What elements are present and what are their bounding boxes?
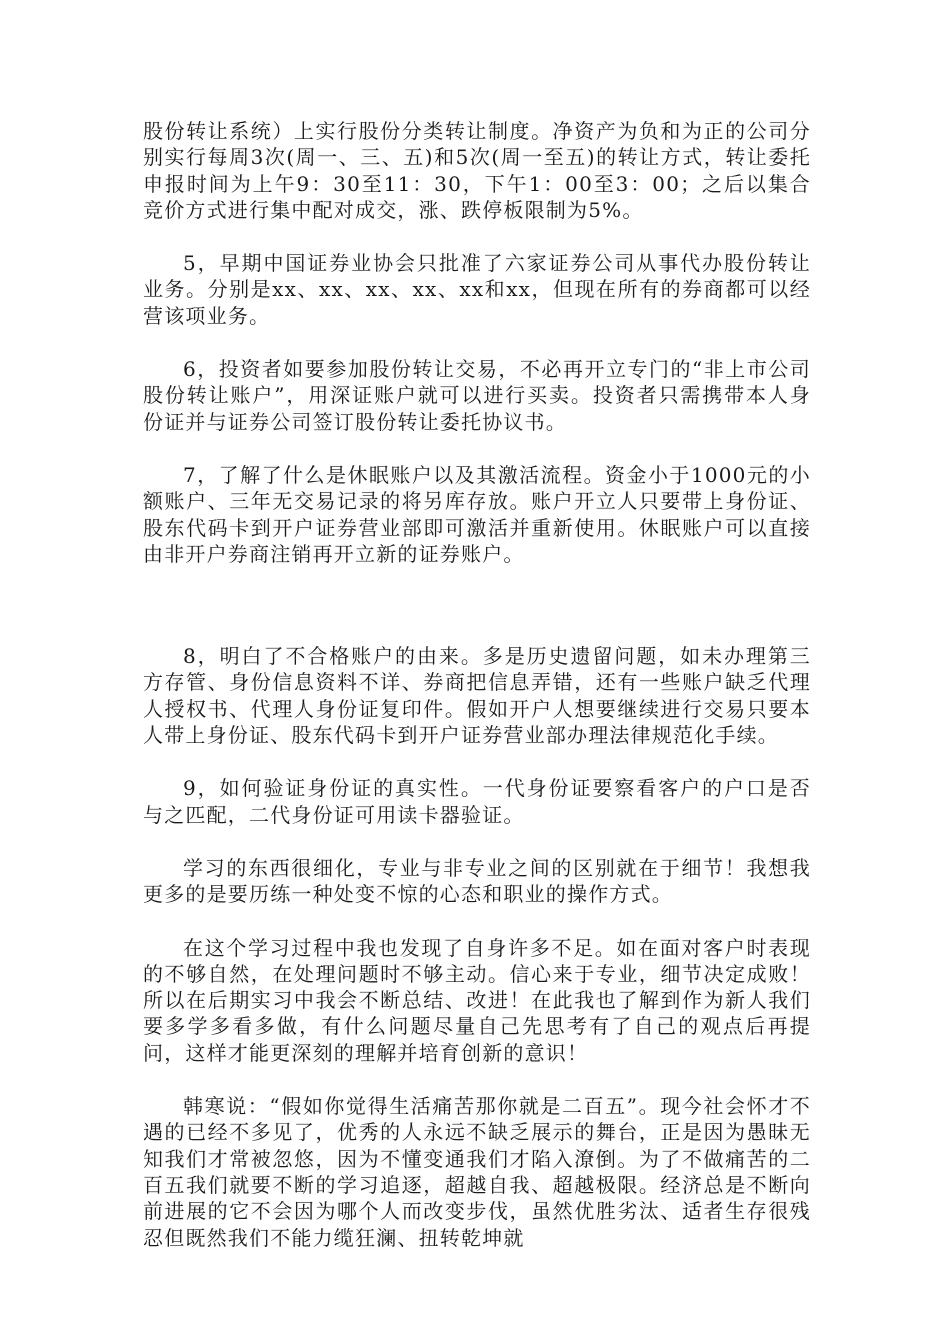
document-page bbox=[143, 118, 811, 1278]
paragraph-share-transfer-system: 股份转让系统）上实行股份分类转让制度。净资产为负和为正的公司分别实行每周3次(周一、三、五)和5次(周一至五)的转让方式，转让委托申报时间为上午9：30至11：30，下午1：00至3：00；之后以集合竞价方式进行集中配对成交，涨、跌停板限制为5%。 bbox=[143, 119, 811, 222]
paragraph-item-5: 5，早期中国证券业协会只批准了六家证券公司从事代办股份转让业务。分别是xx、xx、xx、xx、xx和xx，但现在所有的券商都可以经营该项业务。 bbox=[143, 251, 811, 328]
paragraph-item-7: 7，了解了什么是休眠账户以及其激活流程。资金小于1000元的小额账户、三年无交易记录的将另库存放。账户开立人只要带上身份证、股东代码卡到开户证券营业部即可激活并重新使用。休眠账户可以直接由非开户券商注销再开立新的证券账户。 bbox=[143, 462, 811, 566]
paragraph-item-6: 6，投资者如要参加股份转让交易，不必再开立专门的“非上市公司股份转让账户”，用深证账户就可以进行买卖。投资者只需携带本人身份证并与证券公司签订股份转让委托协议书。 bbox=[143, 357, 811, 434]
paragraph-item-9: 9，如何验证身份证的真实性。一代身份证要察看客户的户口是否与之匹配，二代身份证可用读卡器验证。 bbox=[143, 776, 811, 827]
paragraph-self-reflection: 在这个学习过程中我也发现了自身许多不足。如在面对客户时表现的不够自然，在处理问题时不够主动。信心来于专业，细节决定成败！所以在后期实习中我会不断总结、改进！在此我也了解到作为新人我们要多学多看多做，有什么问题尽量自己先思考有了自己的观点后再提问，这样才能更深刻的理解并培育创新的意识！ bbox=[143, 935, 811, 1065]
paragraph-item-8: 8，明白了不合格账户的由来。多是历史遗留问题，如未办理第三方存管、身份信息资料不详、券商把信息弄错，还有一些账户缺乏代理人授权书、代理人身份证复印件。假如开户人想要继续进行交易只要本人带上身份证、股东代码卡到开户证券营业部办理法律规范化手续。 bbox=[143, 644, 811, 748]
paragraph-han-han-quote: 韩寒说：“假如你觉得生活痛苦那你就是二百五”。现今社会怀才不遇的已经不多见了，优秀的人永远不缺乏展示的舞台，正是因为愚昧无知我们才常被忽悠，因为不懂变通我们才陷入潦倒。为了不做痛苦的二百五我们就要不断的学习追逐，超越自我、超越极限。经济总是不断向前进展的它不会因为哪个人而改变步伐，虽然优胜劣汰、适者生存很残忍但既然我们不能力缆狂澜、扭转乾坤就 bbox=[143, 1094, 811, 1250]
paragraph-learning-details: 学习的东西很细化，专业与非专业之间的区别就在于细节！我想我更多的是要历练一种处变不惊的心态和职业的操作方式。 bbox=[143, 855, 811, 907]
